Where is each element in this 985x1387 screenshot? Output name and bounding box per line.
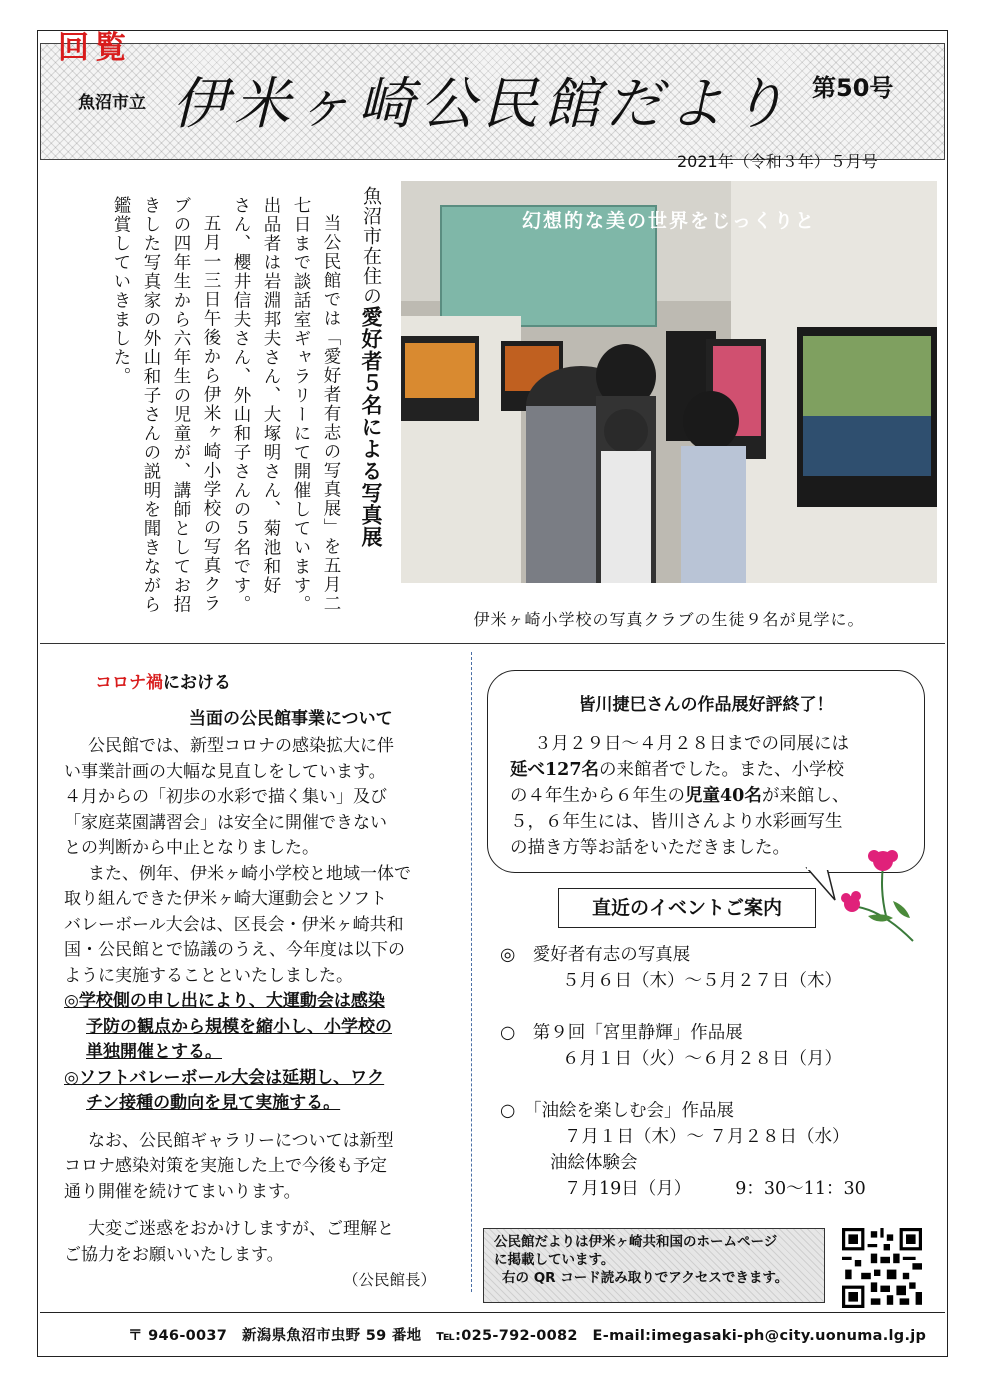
circulation-stamp: 回覧 xyxy=(58,30,132,66)
corona-line: 「家庭菜園講習会」は安全に開催できない xyxy=(64,812,387,833)
corona-line: ４月からの「初歩の水彩で描く集い」及び xyxy=(64,787,387,807)
events-list xyxy=(500,942,920,1202)
event-name: 第９回「宮里静輝」作品展 xyxy=(532,1023,743,1043)
event-mark: ○ xyxy=(500,1023,516,1043)
photo-caption: 伊米ヶ崎小学校の写真クラブの生徒９名が見学に。 xyxy=(473,610,865,629)
callout-line: ３月２９日～４月２８日までの同展には xyxy=(534,734,849,754)
homepage-notice xyxy=(483,1228,825,1303)
event-extra-schedule xyxy=(500,1176,920,1202)
student-count: 児童40名 xyxy=(685,786,762,806)
corona-heading-red: コロナ禍 xyxy=(95,673,163,693)
event-item xyxy=(500,1020,920,1072)
article-line: 当公民館では「愛好者有志の写真展」を五月二 xyxy=(321,214,341,613)
issue-number: 第50号 xyxy=(812,74,894,102)
gallery-photo xyxy=(401,181,937,583)
notice-line: に掲載しています。 xyxy=(494,1252,615,1268)
article-line: 五月一三日午後から伊米ヶ崎小学校の写真クラ xyxy=(201,214,221,613)
callout-line: ５，６年生には、皆川さんより水彩画写生 xyxy=(510,812,843,832)
event-extra-time: 9：30～11：30 xyxy=(735,1179,866,1199)
corona-signature: （公民館長） xyxy=(342,1271,436,1289)
callout-line: の描き方等お話をいただきました。 xyxy=(510,838,790,858)
corona-line: ように実施することといたしました。 xyxy=(64,965,353,986)
callout-body xyxy=(510,731,910,861)
corona-line: ご協力をお願いいたします。 xyxy=(64,1244,284,1265)
article-body xyxy=(106,196,346,636)
photo-exhibit-article xyxy=(50,178,390,638)
carnation-icon xyxy=(838,846,928,946)
corona-bullet: 予防の観点から規模を縮小し、小学校の xyxy=(86,1016,392,1037)
article-line: 鑑賞していきました。 xyxy=(111,196,131,386)
event-dates: ７月１日（木）～ ７月２８日（水） xyxy=(564,1127,850,1147)
notice-line: 右の QR コード読み取りでアクセスできます。 xyxy=(502,1270,789,1286)
event-dates: ５月６日（木）～５月２７日（木） xyxy=(562,971,842,991)
article-line: 七日まで談話室ギャラリーにて開催しています。 xyxy=(291,196,311,614)
callout-line xyxy=(510,783,910,809)
masthead-city: 魚沼市立 xyxy=(78,93,146,113)
corona-heading-rest: における xyxy=(163,673,231,693)
newsletter-title: 伊米ヶ崎公民館だより xyxy=(172,72,792,137)
footer-divider xyxy=(40,1312,945,1313)
article-headline xyxy=(356,186,386,626)
corona-bullet: ◎ソフトバレーボール大会は延期し、ワク xyxy=(64,1067,385,1088)
notice-line: 公民館だよりは伊米ヶ崎共和国のホームページ xyxy=(494,1234,778,1250)
corona-bullet: チン接種の動向を見て実施する。 xyxy=(86,1093,341,1113)
corona-line: バレーボール大会は、区長会・伊米ヶ崎共和 xyxy=(64,914,404,935)
corona-heading xyxy=(95,668,231,693)
event-mark: ○ xyxy=(500,1101,516,1121)
event-name: 愛好者有志の写真展 xyxy=(532,945,691,965)
events-heading: 直近のイベントご案内 xyxy=(558,888,816,928)
issue-date: 2021年（令和３年）５月号 xyxy=(677,152,878,171)
headline-prefix: 魚沼市在住の xyxy=(360,186,382,306)
corona-line: 国・公民館とで協議のうえ、今年度は以下の xyxy=(64,940,406,960)
corona-line: 取り組んできた伊米ヶ崎大運動会とソフト xyxy=(64,889,387,909)
corona-line: い事業計画の大幅な見直しをしています。 xyxy=(64,761,386,782)
article-line: ブの四年生から六年生の児童が、講師としてお招 xyxy=(171,196,191,614)
corona-line: 公民館では、新型コロナの感染拡大に伴 xyxy=(88,736,394,756)
corona-line: コロナ感染対策を実施した上で今後も予定 xyxy=(64,1156,387,1176)
headline-bold: 愛好者５名による写真展 xyxy=(359,306,383,548)
corona-line: また、例年、伊米ヶ崎小学校と地域一体で xyxy=(88,863,411,884)
gallery-photo-illustration xyxy=(401,181,937,583)
callout-text: が来館し、 xyxy=(761,786,850,806)
qr-code-icon[interactable] xyxy=(842,1228,922,1308)
photo-title: 幻想的な美の世界をじっくりと xyxy=(521,210,816,232)
corona-line: なお、公民館ギャラリーについては新型 xyxy=(88,1130,394,1151)
event-extra-name: 油絵体験会 xyxy=(550,1153,638,1173)
corona-subheading: 当面の公民館事業について xyxy=(189,709,393,729)
callout-text: の来館者でした。また、小学校 xyxy=(599,760,845,780)
column-divider xyxy=(471,652,472,1292)
corona-line: との判断から中止となりました。 xyxy=(64,838,319,858)
event-item xyxy=(500,942,920,994)
callout-title: 皆川捷巳さんの作品展好評終了！ xyxy=(578,695,834,715)
corona-line: 大変ご迷惑をおかけしますが、ご理解と xyxy=(88,1219,394,1239)
section-divider xyxy=(40,643,945,644)
event-extra-date: ７月19日（月） xyxy=(564,1179,692,1199)
article-line: さん、櫻井信夫さん、外山和子さんの５名です。 xyxy=(231,196,251,614)
event-name: 「油絵を楽しむ会」作品展 xyxy=(532,1101,735,1121)
corona-bullet: ◎学校側の申し出により、大運動会は感染 xyxy=(64,991,385,1011)
event-item xyxy=(500,1098,920,1202)
footer-contact: 〒 946-0037 新潟県魚沼市虫野 59 番地 ℡:025-792-0082 E-mail:imegasaki-ph@city.uonuma.lg.jp xyxy=(128,1328,927,1344)
visitor-count: 延べ127名 xyxy=(510,760,600,780)
callout-text: の４年生から６年生の xyxy=(510,786,685,806)
article-line: きした写真家の外山和子さんの説明を聞きながら xyxy=(141,196,161,614)
event-mark: ◎ xyxy=(500,945,516,965)
article-line: 出品者は岩淵邦夫さん、大塚明さん、菊池和好 xyxy=(261,196,281,595)
corona-body xyxy=(64,734,464,1294)
corona-bullet: 単独開催とする。 xyxy=(86,1042,222,1062)
corona-line: 通り開催を続けてまいります。 xyxy=(64,1181,301,1202)
callout-line xyxy=(510,757,910,783)
event-dates: ６月１日（火）～６月２８日（月） xyxy=(562,1049,842,1069)
